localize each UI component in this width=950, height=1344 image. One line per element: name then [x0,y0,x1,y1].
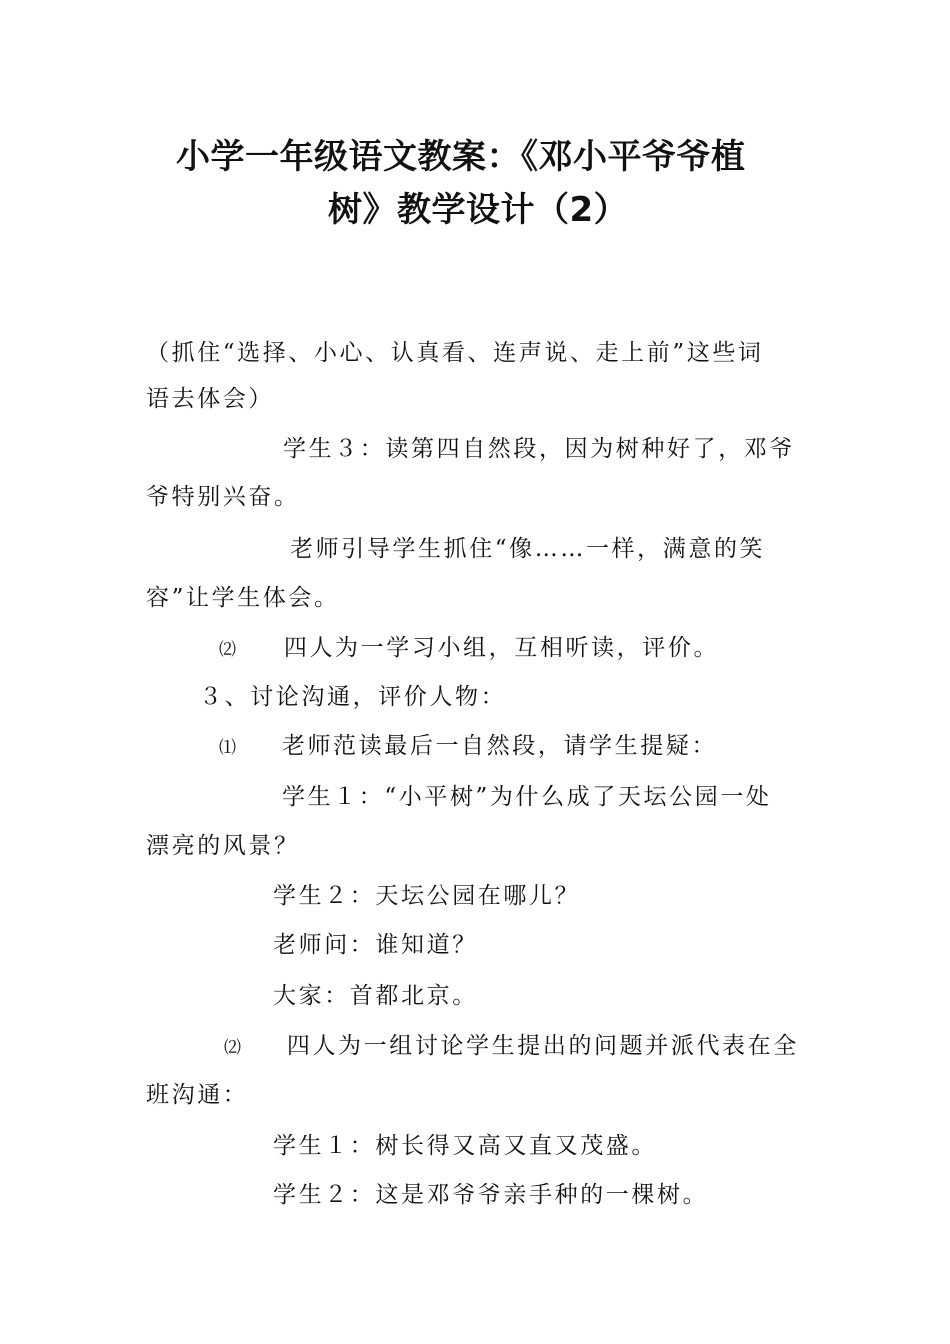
paragraph-line: 学生２：天坛公园在哪儿？ [273,883,581,909]
paragraph-line: （抓住“选择、小心、认真看、连声说、走上前”这些词 [146,340,764,366]
list-marker: ⑴ [219,738,236,758]
paragraph-line: 容”让学生体会。 [146,585,340,611]
paragraph-line: 老师范读最后一自然段，请学生提疑： [281,733,718,759]
paragraph-line: 四人为一组讨论学生提出的问题并派代表在全 [286,1033,799,1059]
document-title-line-2: 树》教学设计（2） [328,190,629,230]
paragraph-line: 四人为一学习小组，互相听读，评价。 [283,635,720,661]
numbered-line [219,633,719,665]
paragraph-line: 学生３：读第四自然段，因为树种好了，邓爷 [283,436,795,462]
paragraph-line: 老师引导学生抓住“像……一样，满意的笑 [290,536,766,562]
paragraph-line: 学生１：树长得又高又直又茂盛。 [273,1133,657,1159]
document-title-line-1: 小学一年级语文教案：《邓小平爷爷植 [176,137,746,177]
paragraph-line: 班沟通： [146,1082,249,1108]
numbered-line [224,1031,799,1063]
paragraph-line: 老师问：谁知道？ [273,932,478,958]
paragraph-line: 学生２：这是邓爷爷亲手种的一棵树。 [273,1182,709,1208]
section-heading: ３、讨论沟通，评价人物： [199,684,507,710]
paragraph-line: 爷特别兴奋。 [146,484,300,510]
list-marker: ⑵ [219,640,236,660]
numbered-line [219,731,717,763]
paragraph-line: 学生１：“小平树”为什么成了天坛公园一处 [282,784,772,810]
paragraph-line: 大家：首都北京。 [273,983,478,1009]
paragraph-line: 漂亮的风景？ [146,833,300,859]
list-marker: ⑵ [224,1038,241,1058]
paragraph-line: 语去体会） [146,386,274,412]
